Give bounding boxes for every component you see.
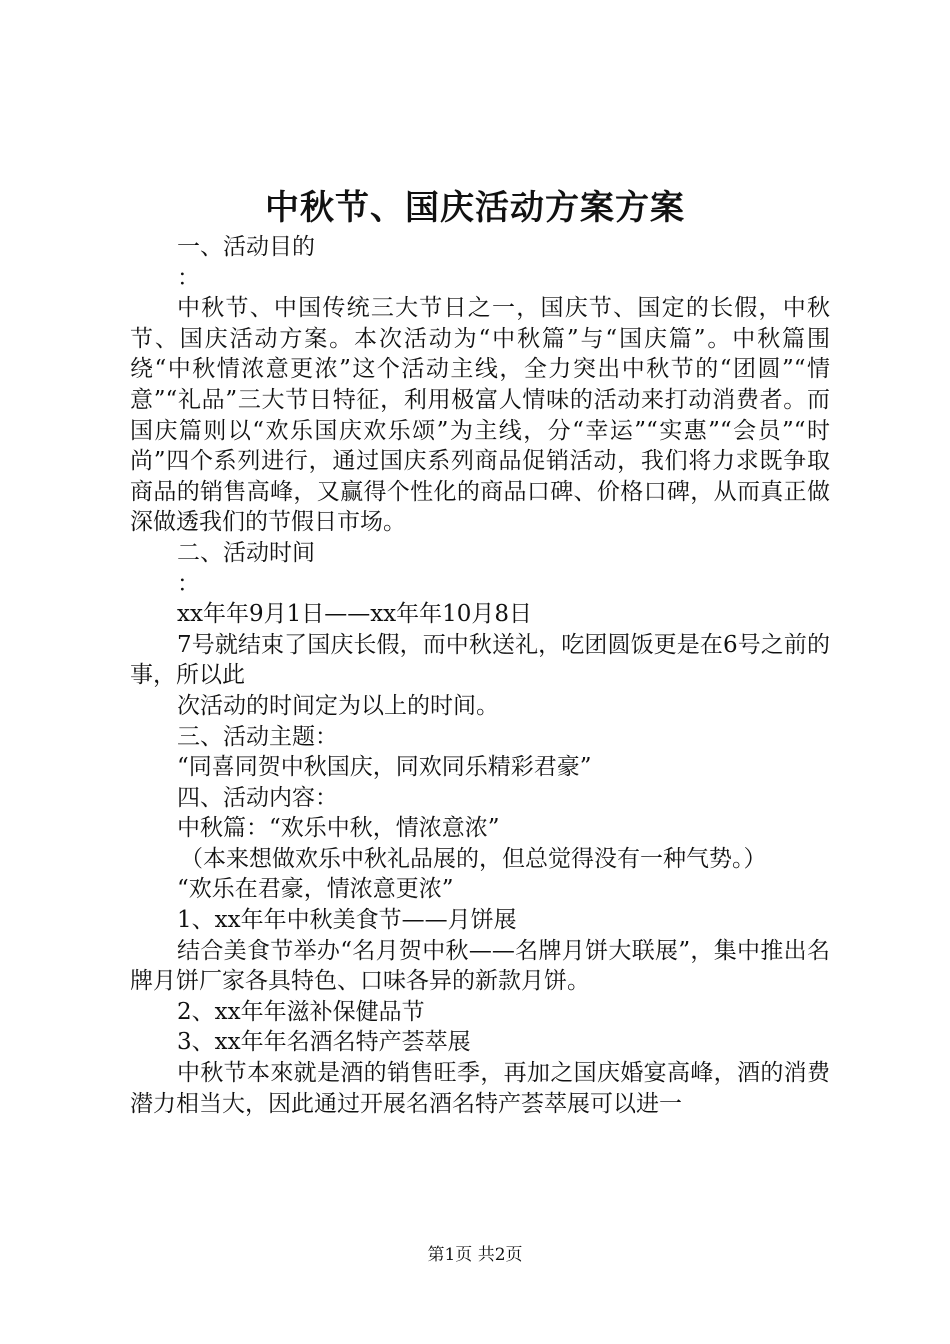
colon-line: ： [177,570,200,597]
paragraph-mooncake-expo: 结合美食节举办“名月贺中秋——名牌月饼大联展”，集中推出名牌月饼厂家各具特色、口味各异的新款月饼。 [130,937,830,995]
paragraph-time-note-cont: 次活动的时间定为以上的时间。 [177,692,499,719]
paragraph-date-range: xx年年9月1日——xx年年10月8日 [177,601,533,628]
item-mooncake-expo: 1、xx年年中秋美食节——月饼展 [177,907,517,934]
subheading-mid-autumn: 中秋篇：“欢乐中秋，情浓意浓” [177,815,500,842]
paragraph-slogan: “欢乐在君豪，情浓意更浓” [177,876,454,903]
colon-line: ： [177,264,200,291]
paragraph-theme: “同喜同贺中秋国庆，同欢同乐精彩君豪” [177,754,592,781]
item-wine-expo: 3、xx年年名酒名特产荟萃展 [177,1029,471,1056]
section-heading-theme: 三、活动主题： [177,723,338,750]
section-heading-purpose: 一、活动目的 [177,234,315,260]
item-health-products: 2、xx年年滋补保健品节 [177,998,425,1025]
page-footer: 第1页 共2页 [427,1245,523,1265]
section-heading-time: 二、活动时间 [177,539,315,566]
document-body [130,232,830,1119]
paragraph-time-note: 7号就结束了国庆长假，而中秋送礼，吃团圆饭更是在6号之前的事，所以此 [130,631,830,689]
paragraph-purpose: 中秋节、中国传统三大节日之一，国庆节、国定的长假，中秋节、国庆活动方案。本次活动为“中秋篇”与“国庆篇”。中秋篇围绕“中秋情浓意更浓”这个活动主线，全力突出中秋节的“团圆”“情意”“礼品”三大节日特征，利用极富人情味的活动来打动消费者。而国庆篇则以“欢乐国庆欢乐颂”为主线，分“幸运”“实惠”“会员”“时尚”四个系列进行，通过国庆系列商品促销活动，我们将力求既争取商品的销售高峰，又赢得个性化的商品口碑、价格口碑，从而真正做深做透我们的节假日市场。 [130,295,830,536]
paragraph-aside: （本来想做欢乐中秋礼品展的，但总觉得没有一种气势。） [180,845,767,872]
section-heading-content: 四、活动内容： [177,784,338,811]
paragraph-wine-expo: 中秋节本來就是酒的销售旺季，再加之国庆婚宴高峰，酒的消费潜力相当大，因此通过开展名酒名特产荟萃展可以进一 [130,1060,830,1117]
document-title: 中秋节、国庆活动方案方案 [265,188,685,228]
